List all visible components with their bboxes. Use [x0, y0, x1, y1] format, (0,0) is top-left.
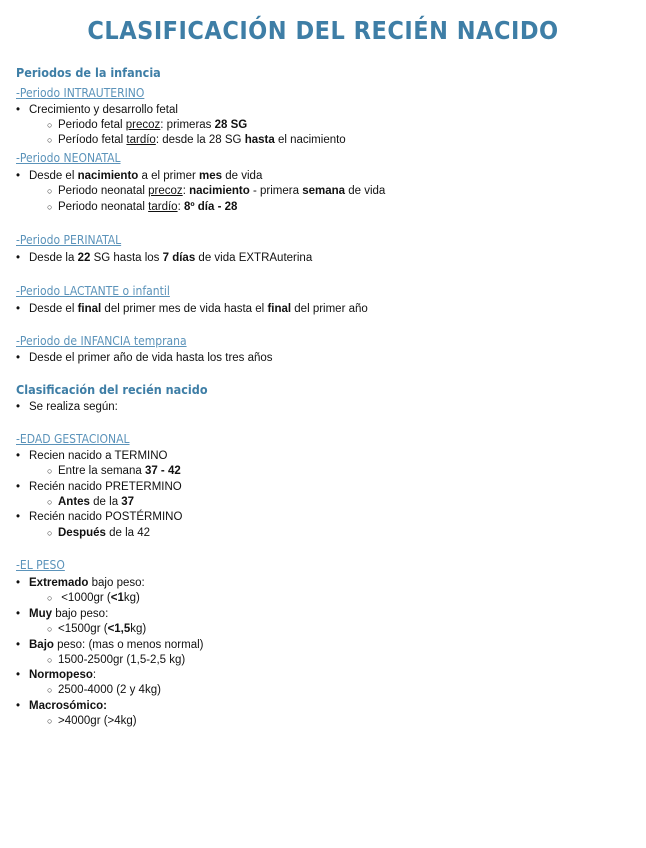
bullet-item: • Extremado bajo peso:: [16, 576, 145, 590]
sub-bullet-item: ○ 1500-2500gr (1,5-2,5 kg): [47, 653, 185, 667]
bullet-item: • Desde el primer año de vida hasta los tres años: [16, 351, 273, 365]
bullet-item: • Recién nacido PRETERMINO: [16, 480, 182, 494]
sub-bullet-item: ○ Antes de la 37: [47, 495, 134, 509]
bullet-item: • Muy bajo peso:: [16, 607, 108, 621]
sub-bullet-item: ○ Entre la semana 37 - 42: [47, 464, 181, 478]
sub-bullet-item: ○ Después de la 42: [47, 526, 150, 540]
sub-bullet-item: ○ >4000gr (>4kg): [47, 714, 137, 728]
sub-bullet-item: ○ Periodo fetal precoz: primeras 28 SG: [47, 118, 247, 132]
sub-bullet-item: ○ <1500gr (<1,5kg): [47, 622, 146, 636]
sub-bullet-item: ○ 2500-4000 (2 y 4kg): [47, 683, 161, 697]
subheading-perinatal: -Periodo PERINATAL: [16, 233, 122, 247]
sub-bullet-item: ○ Periodo neonatal tardío: 8º día - 28: [47, 200, 237, 214]
bullet-item: • Macrosómico:: [16, 699, 107, 713]
page-title: CLASIFICACIÓN DEL RECIÉN NACIDO: [87, 16, 559, 45]
subheading-lactante: -Periodo LACTANTE o infantil: [16, 284, 170, 298]
sub-bullet-item: ○ Periodo neonatal precoz: nacimiento - primera semana de vida: [47, 184, 385, 198]
section-heading-clasificacion: Clasificación del recién nacido: [16, 382, 208, 397]
bullet-item: • Crecimiento y desarrollo fetal: [16, 103, 178, 117]
bullet-item: • Recién nacido POSTÉRMINO: [16, 510, 182, 524]
sub-bullet-item: ○ <1000gr (<1kg): [47, 591, 140, 605]
bullet-item: • Desde la 22 SG hasta los 7 días de vida EXTRAuterina: [16, 251, 312, 265]
subheading-peso: -EL PESO: [16, 558, 65, 572]
bullet-item: • Desde el final del primer mes de vida hasta el final del primer año: [16, 302, 368, 316]
subheading-edad-gestacional: -EDAD GESTACIONAL: [16, 432, 130, 446]
bullet-item: • Se realiza según:: [16, 400, 118, 414]
section-heading-periodos: Periodos de la infancia: [16, 65, 161, 80]
bullet-item: • Bajo peso: (mas o menos normal): [16, 638, 203, 652]
bullet-item: • Normopeso:: [16, 668, 96, 682]
sub-bullet-item: ○ Período fetal tardío: desde la 28 SG hasta el nacimiento: [47, 133, 346, 147]
subheading-neonatal: -Periodo NEONATAL: [16, 151, 121, 165]
subheading-infancia: -Periodo de INFANCIA temprana: [16, 334, 187, 348]
subheading-intrauterino: -Periodo INTRAUTERINO: [16, 86, 145, 100]
bullet-item: • Desde el nacimiento a el primer mes de vida: [16, 169, 262, 183]
bullet-item: • Recien nacido a TERMINO: [16, 449, 167, 463]
